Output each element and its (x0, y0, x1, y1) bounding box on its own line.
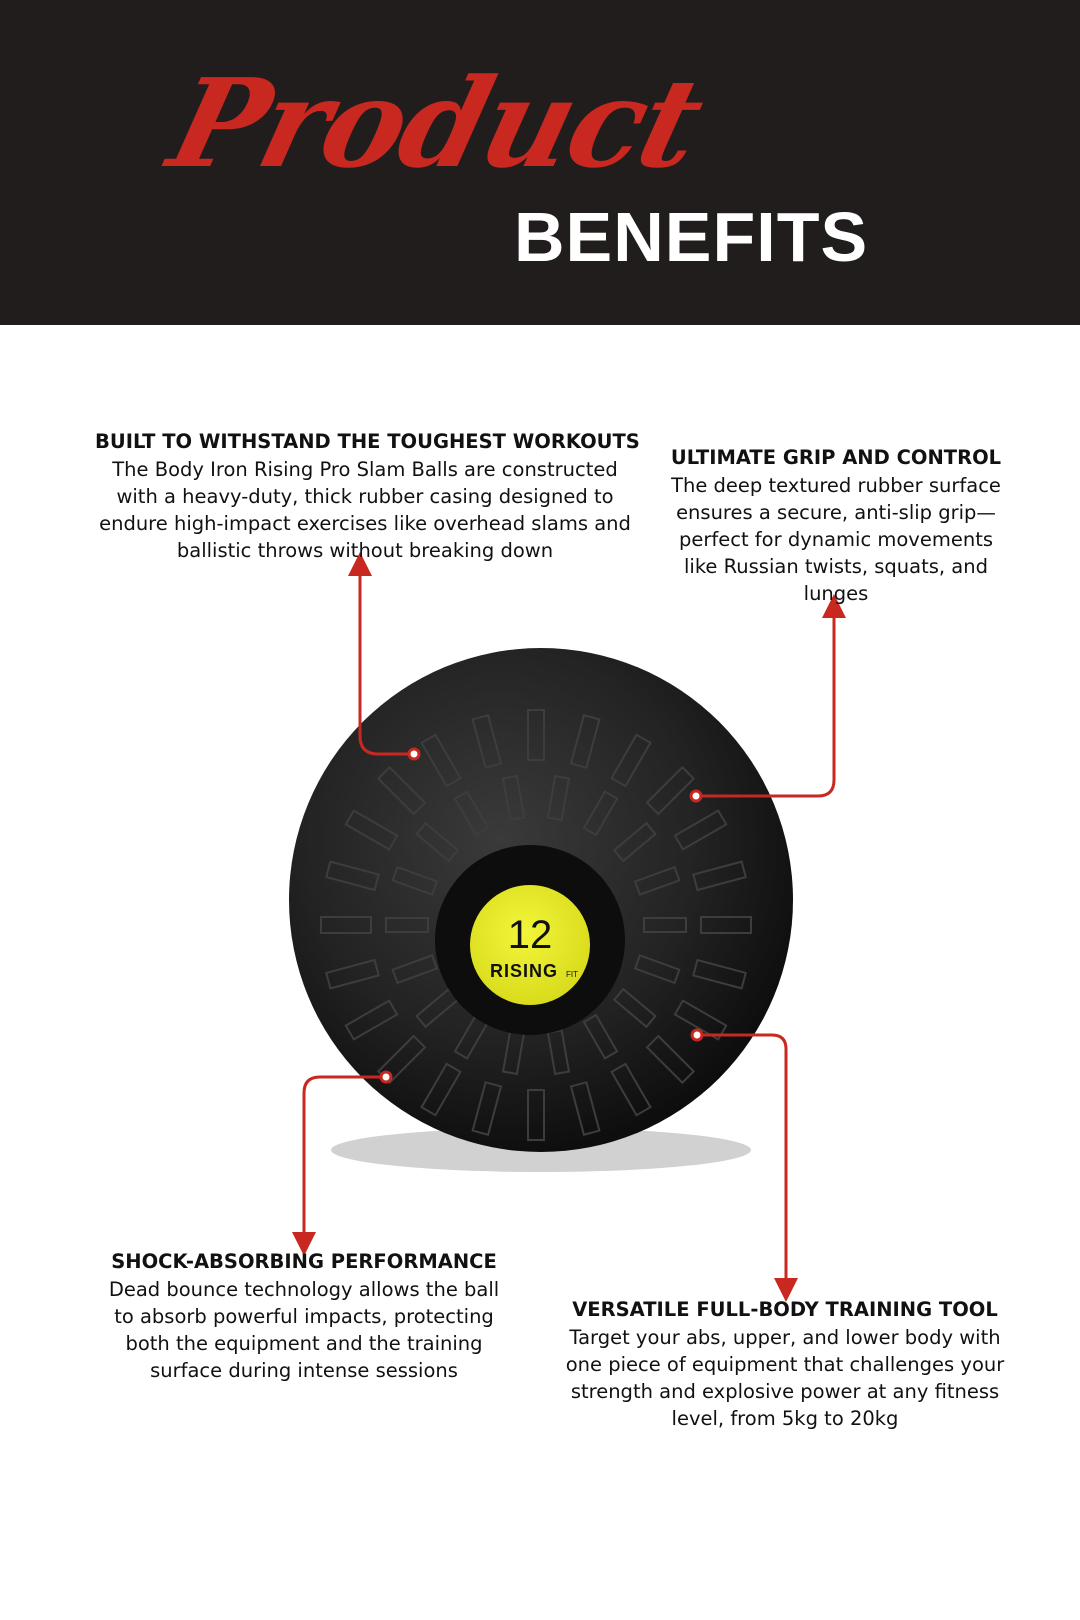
benefit-title: VERSATILE FULL-BODY TRAINING TOOL (572, 1298, 998, 1321)
benefit-text: The deep textured rubber surface ensures a secure, anti-slip grip—perfect for dynamic movements like Russian twists, squats, and lunges (671, 474, 1001, 605)
benefit-text: Target your abs, upper, and lower body with one piece of equipment that challenges your strength and explosive power at any fitness level, from 5kg to 20kg (565, 1326, 1005, 1430)
brand-logo: RISING (489, 961, 559, 981)
title-script-product: Product (157, 51, 715, 195)
title-benefits: BENEFITS (514, 198, 869, 276)
benefit-grip (665, 446, 1007, 607)
benefit-title: BUILT TO WITHSTAND THE TOUGHEST WORKOUTS (95, 430, 640, 453)
benefit-durability (95, 430, 640, 564)
benefit-text: The Body Iron Rising Pro Slam Balls are constructed with a heavy-duty, thick rubber casing designed to endure high-impact exercises like overhead slams and ballistic throws without breaking down (99, 458, 631, 562)
benefit-versatile (565, 1298, 1005, 1432)
benefit-title: ULTIMATE GRIP AND CONTROL (670, 446, 1002, 469)
benefit-text: Dead bounce technology allows the ball to absorb powerful impacts, protecting both the equipment and the training surface during intense sessions (108, 1278, 500, 1382)
benefit-shock-absorbing (100, 1250, 508, 1384)
weight-number: 12 (507, 913, 553, 957)
benefit-title: SHOCK-ABSORBING PERFORMANCE (111, 1250, 497, 1273)
brand-logo-suffix: FIT (566, 970, 578, 979)
